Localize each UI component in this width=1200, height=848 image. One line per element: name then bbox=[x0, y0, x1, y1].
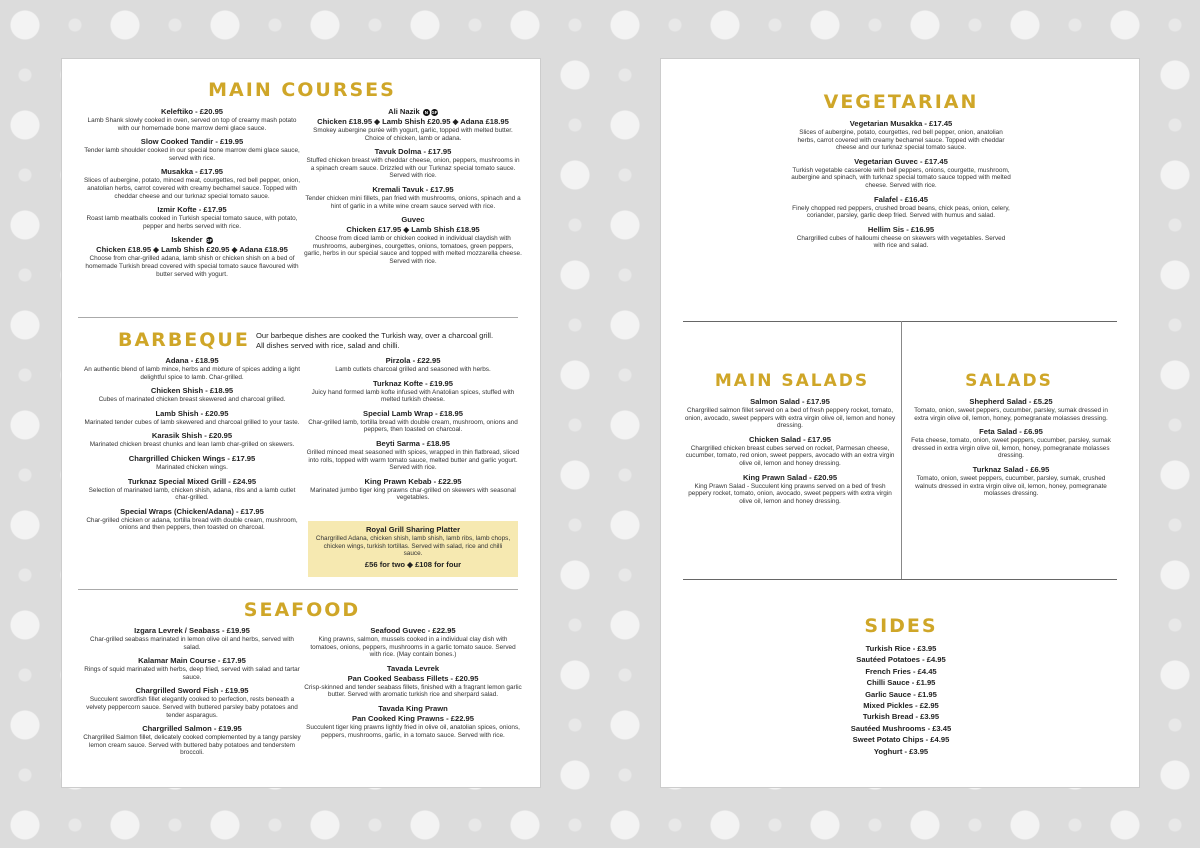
section-divider bbox=[683, 321, 1117, 322]
menu-item-special-wraps bbox=[82, 507, 302, 532]
salads-heading: SALADS bbox=[965, 371, 1053, 391]
item-name: Chargrilled Chicken Wings - £17.95 bbox=[128, 453, 256, 463]
item-desc: An authentic blend of lamb mince, herbs and mixture of spices adding a light delightful spice to lamb. Char-grilled. bbox=[84, 366, 300, 381]
menu-item-seafood-guvec bbox=[304, 626, 522, 659]
menu-item-tandir bbox=[82, 137, 302, 162]
item-desc: Tender lamb shoulder cooked in our special bone marrow demi glace sauce, served with rice. bbox=[84, 147, 300, 162]
platter-desc: Chargrilled Adana, chicken shish, lamb shish, lamb ribs, lamb chops, chicken wings, turkish tortillas. Served with salad, rice and chilli sauce. bbox=[315, 535, 511, 558]
item-name bbox=[304, 107, 522, 117]
item-name: Seafood Guvec - £22.95 bbox=[370, 626, 456, 635]
item-desc: Turkish vegetable casserole with bell peppers, onions, courgette, mushroom, aubergine and spinach, with turknaz special tomato sauce topped with melted cheese. Served with rice. bbox=[791, 166, 1011, 189]
menu-item-king-prawn-salad bbox=[683, 473, 897, 506]
side-item: Chilli Sauce - £1.95 bbox=[866, 678, 936, 688]
item-desc: Marinated chicken breast chunks and lean lamb char-grilled on skewers. bbox=[89, 441, 295, 449]
item-name: Chicken Salad - £17.95 bbox=[749, 434, 831, 444]
item-desc: Char-grilled chicken or adana, tortilla bread with double cream, mushroom, onions and then peppers, then toasted on charcoal. bbox=[86, 516, 298, 532]
item-name: Guvec bbox=[401, 215, 425, 225]
item-desc: Chargrilled cubes of halloumi cheese on skewers with vegetables. Served with rice and salad. bbox=[796, 234, 1006, 250]
item-name: Salmon Salad - £17.95 bbox=[750, 397, 830, 406]
main-courses-heading: MAIN COURSES bbox=[208, 79, 396, 101]
item-desc: Chargrilled Salmon fillet, delicately cooked complemented by a tangy parsley lemon cream sauce. Served with buttered baby potatoes and tenderstem broccoli. bbox=[83, 734, 301, 757]
menu-item-chicken-wings bbox=[82, 454, 302, 472]
item-desc: Roast lamb meatballs cooked in Turkish special tomato sauce, with potato, pepper and herbs served with rice. bbox=[86, 215, 298, 230]
seafood-heading: SEAFOOD bbox=[243, 599, 361, 621]
item-name: Special Lamb Wrap - £18.95 bbox=[363, 408, 463, 418]
menu-item-karasik-shish bbox=[82, 431, 302, 449]
item-desc: Feta cheese, tomato, onion, sweet peppers, cucumber, parsley, sumak dressed in extra virgin olive oil, lemon, honey, pomegranate molasses dressing. bbox=[911, 437, 1111, 460]
sides-list bbox=[661, 643, 1141, 757]
item-name-text: Ali Nazik bbox=[388, 107, 420, 116]
item-name: Izgara Levrek / Seabass - £19.95 bbox=[134, 626, 250, 635]
item-name-text: Iskender bbox=[171, 235, 203, 245]
item-name: Tavuk Dolma - £17.95 bbox=[374, 147, 452, 157]
menu-item-turknaz-salad bbox=[907, 465, 1115, 498]
item-desc: Chargrilled chicken breast cubes served on rocket, Parmesan cheese, cucumber, tomato, red onion, sweet peppers, avocado with an extra virgin olive oil, lemon and honey dressing. bbox=[685, 444, 895, 467]
menu-page-left bbox=[61, 58, 541, 788]
menu-item-ali-nazik bbox=[304, 107, 522, 142]
barbeque-heading: BARBEQUE bbox=[118, 329, 250, 351]
item-desc: Char-grilled lamb, tortilla bread with double cream, mushroom, onions and peppers, then toasted on charcoal. bbox=[308, 418, 518, 434]
item-desc: Lamb Shank slowly cooked in oven, served on top of creamy mash potato with our homemade bone marrow demi glace sauce. bbox=[87, 117, 297, 132]
item-desc: Succulent swordfish fillet elegantly cooked to perfection, rests beneath a velvety peppercorn sauce. Served with buttered parsley baby potatoes and tender asparagus. bbox=[86, 696, 298, 719]
item-desc: Lamb cutlets charcoal grilled and seasoned with herbs. bbox=[335, 366, 491, 373]
nuts-icon: N bbox=[424, 109, 429, 115]
menu-item-hellim-sis bbox=[791, 225, 1011, 250]
menu-item-keleftiko bbox=[82, 107, 302, 132]
item-desc: King Prawn Salad - Succulent king prawns served on a bed of fresh peppery rocket, tomato, onion, avocado, sweet peppers with extra virgin olive oil, lemon and honey dressing. bbox=[688, 482, 892, 505]
item-name: Turknaz Salad - £6.95 bbox=[972, 464, 1050, 474]
item-desc: Tomato, onion, sweet peppers, cucumber, parsley, sumak, crushed walnuts dressed in extra virgin olive oil, lemon, honey, pomegranate molasses dressing. bbox=[915, 474, 1107, 498]
section-divider bbox=[78, 317, 518, 318]
barbeque-intro: Our barbeque dishes are cooked the Turkish way, over a charcoal grill. All dishes served with rice, salad and chilli. bbox=[256, 331, 494, 350]
menu-item-adana bbox=[82, 356, 302, 381]
item-price: Chicken £18.95 ◆ Lamb Shish £20.95 ◆ Adana £18.95 bbox=[96, 245, 288, 255]
side-item: French Fries - £4.45 bbox=[865, 666, 937, 676]
item-desc: Char-grilled seabass marinated in lemon olive oil and herbs, served with salad. bbox=[90, 636, 294, 651]
section-divider bbox=[683, 579, 1117, 580]
side-item: Sautéed Potatoes - £4.95 bbox=[856, 655, 946, 665]
gluten-free-icon: GF bbox=[206, 237, 213, 243]
sides-heading: SIDES bbox=[864, 615, 938, 637]
menu-item-lamb-shish bbox=[82, 409, 302, 427]
item-name bbox=[82, 235, 302, 245]
column-divider bbox=[901, 321, 902, 579]
item-desc: Juicy hand formed lamb kofte infused with Anatolian spices, stuffed with melted turkish cheese. bbox=[311, 388, 515, 404]
item-desc: Rings of squid marinated with herbs, deep fried, served with salad and tartar sauce. bbox=[84, 666, 300, 681]
barbeque-right-column bbox=[304, 356, 522, 507]
item-name: Tavada King Prawn bbox=[378, 703, 448, 713]
barbeque-left-column bbox=[82, 356, 302, 537]
item-desc: Finely chopped red peppers, crushed broad beans, chick peas, onion, celery, coriander, parsley, garlic deep fried. Served with humus and salad. bbox=[792, 204, 1010, 220]
item-name: Vegetarian Guvec - £17.45 bbox=[854, 156, 948, 166]
menu-item-chicken-salad bbox=[683, 435, 897, 468]
sharing-platter-box bbox=[308, 521, 518, 577]
item-name: Falafel - £16.45 bbox=[873, 194, 929, 204]
item-name: Tavada Levrek bbox=[386, 663, 440, 673]
item-desc: Marinated tender cubes of lamb skewered and charcoal grilled to your taste. bbox=[84, 418, 300, 426]
salads-column bbox=[907, 397, 1115, 503]
item-desc: Selection of marinated lamb, chicken shish, adana, ribs and a lamb cutlet char-grilled. bbox=[88, 486, 296, 502]
item-name: Kalamar Main Course - £17.95 bbox=[138, 656, 246, 666]
platter-price: £56 for two ◆ £108 for four bbox=[364, 559, 462, 569]
item-desc: Stuffed chicken breast with cheddar cheese, onion, peppers, mushrooms in a spinach cream sauce. Drizzled with our Turknaz special tomato sauce. Served with rice. bbox=[306, 157, 520, 180]
menu-item-salmon-salad bbox=[683, 397, 897, 430]
main-salads-heading: MAIN SALADS bbox=[714, 371, 870, 391]
menu-item-sword-fish bbox=[82, 686, 302, 719]
item-name: Chargrilled Salmon - £19.95 bbox=[142, 724, 242, 734]
item-name: King Prawn Salad - £20.95 bbox=[742, 472, 838, 482]
item-price: Pan Cooked Seabass Fillets - £20.95 bbox=[347, 673, 479, 683]
main-courses-right-column bbox=[304, 107, 522, 271]
menu-item-pirzola bbox=[304, 356, 522, 374]
item-name: Kremali Tavuk - £17.95 bbox=[372, 184, 454, 194]
item-price: Chicken £17.95 ◆ Lamb Shish £18.95 bbox=[346, 225, 480, 235]
item-desc: Tender chicken mini fillets, pan fried with mushrooms, onions, spinach and a hint of garlic in a white wine cream sauce served with rice. bbox=[305, 194, 521, 210]
platter-name: Royal Grill Sharing Platter bbox=[365, 525, 461, 534]
item-name: Turknaz Kofte - £19.95 bbox=[372, 378, 454, 388]
item-desc: Marinated chicken wings. bbox=[156, 463, 228, 471]
vegetarian-column bbox=[791, 119, 1011, 255]
menu-item-veg-musakka bbox=[791, 119, 1011, 152]
item-name: Izmir Kofte - £17.95 bbox=[157, 205, 227, 215]
menu-item-guvec bbox=[304, 215, 522, 265]
menu-item-beyti-sarma bbox=[304, 439, 522, 472]
menu-item-izmir-kofte bbox=[82, 205, 302, 230]
side-item: Turkish Bread - £3.95 bbox=[862, 712, 940, 722]
menu-item-special-lamb-wrap bbox=[304, 409, 522, 434]
menu-item-veg-guvec bbox=[791, 157, 1011, 190]
item-name: Turknaz Special Mixed Grill - £24.95 bbox=[127, 476, 257, 486]
menu-item-musakka bbox=[82, 167, 302, 200]
menu-item-chicken-shish bbox=[82, 386, 302, 404]
menu-item-iskender bbox=[82, 235, 302, 278]
item-desc: Marinated jumbo tiger king prawns char-grilled on skewers with seasonal vegetables. bbox=[310, 486, 516, 502]
menu-page-right bbox=[660, 58, 1140, 788]
item-name: Slow Cooked Tandir - £19.95 bbox=[140, 137, 244, 147]
menu-item-tavuk-dolma bbox=[304, 147, 522, 180]
seafood-left-column bbox=[82, 626, 302, 762]
item-name: Karasik Shish - £20.95 bbox=[151, 431, 233, 441]
item-name: King Prawn Kebab - £22.95 bbox=[364, 476, 462, 486]
item-price: Pan Cooked King Prawns - £22.95 bbox=[352, 713, 474, 723]
menu-item-mixed-grill bbox=[82, 477, 302, 502]
item-name: Vegetarian Musakka - £17.45 bbox=[849, 119, 953, 128]
gluten-free-icon: GF bbox=[431, 109, 438, 115]
item-name: Chicken Shish - £18.95 bbox=[150, 386, 234, 396]
menu-item-falafel bbox=[791, 195, 1011, 220]
section-divider bbox=[78, 589, 518, 590]
item-name: Hellim Sis - £16.95 bbox=[867, 224, 935, 234]
item-name: Feta Salad - £6.95 bbox=[979, 427, 1043, 437]
item-name: Special Wraps (Chicken/Adana) - £17.95 bbox=[120, 506, 264, 516]
item-desc: King prawns, salmon, mussels cooked in a individual clay dish with tomatoes, onions, peppers, mushrooms in a garlic tomato sauce. Served with rice. (May contain bones.) bbox=[310, 636, 516, 659]
menu-item-tavada-levrek bbox=[304, 664, 522, 699]
item-desc: Chargrilled salmon fillet served on a bed of fresh peppery rocket, tomato, onion, avocado, sweet peppers with extra virgin olive oil, lemon and honey dressing. bbox=[684, 407, 896, 430]
menu-item-chargrilled-salmon bbox=[82, 724, 302, 757]
side-item: Yoghurt - £3.95 bbox=[873, 746, 929, 756]
item-name: Beyti Sarma - £18.95 bbox=[376, 438, 450, 448]
item-name: Chargrilled Sword Fish - £19.95 bbox=[135, 686, 249, 696]
menu-item-kalamar bbox=[82, 656, 302, 681]
menu-item-turknaz-kofte bbox=[304, 379, 522, 404]
side-item: Turkish Rice - £3.95 bbox=[865, 644, 937, 653]
main-courses-left-column bbox=[82, 107, 302, 283]
item-desc: Grilled minced meat seasoned with spices, wrapped in thin flatbread, sliced into rolls, topped with warm tomato sauce, melted butter and garlic yogurt. Served with rice. bbox=[306, 448, 520, 472]
main-salads-column bbox=[683, 397, 897, 510]
item-desc: Crisp-skinned and tender seabass fillets, finished with a fragrant lemon garlic butter. Served with aromatic turkish rice and sherpard salad. bbox=[304, 683, 522, 699]
item-name: Shepherd Salad - £5.25 bbox=[969, 397, 1053, 406]
item-name-text: Musakka - £17.95 bbox=[160, 167, 224, 177]
item-name: Pirzola - £22.95 bbox=[385, 356, 441, 365]
side-item: Mixed Pickles - £2.95 bbox=[863, 701, 939, 711]
item-name: Adana - £18.95 bbox=[165, 356, 219, 365]
menu-item-seabass bbox=[82, 626, 302, 651]
item-desc: Choose from diced lamb or chicken cooked in individual claydish with mushrooms, aubergines, courgettes, onions, tomatoes, green peppers, garlic, herbs in our special sauce and topped with melted mozzarella cheese. Served with rice. bbox=[304, 235, 522, 265]
item-desc: Succulent tiger king prawns lightly fried in olive oil, anatolian spices, onions, peppers, mushrooms, garlic, in a tomato sauce. Served with rice. bbox=[306, 723, 520, 739]
seafood-right-column bbox=[304, 626, 522, 744]
menu-item-kremali-tavuk bbox=[304, 185, 522, 210]
vegetarian-heading: VEGETARIAN bbox=[823, 91, 979, 113]
side-item: Sautéed Mushrooms - £3.45 bbox=[850, 723, 952, 733]
item-desc: Choose from char-grilled adana, lamb shish or chicken shish on a bed of homemade Turkish bread covered with special tomato sauce flavoured with butter served with yogurt. bbox=[85, 255, 299, 278]
item-desc: Slices of aubergine, potato, courgettes, red bell pepper, onion, anatolian herbs, carrot covered with creamy bechamel sauce. Topped with cheddar cheese and our turknaz special tomato sauce. bbox=[797, 129, 1005, 152]
item-desc: Slices of aubergine, potato, minced meat, courgettes, red bell pepper, onion, anatolian herbs, carrot covered with creamy bechamel sauce. Topped with cheddar cheese and our turknaz special tomato sauce. bbox=[84, 177, 300, 200]
item-name: Keleftiko - £20.95 bbox=[160, 107, 224, 116]
menu-item-king-prawn-kebab bbox=[304, 477, 522, 502]
side-item: Garlic Sauce - £1.95 bbox=[865, 689, 937, 699]
menu-item-shepherd-salad bbox=[907, 397, 1115, 422]
item-desc: Cubes of marinated chicken breast skewered and charcoal grilled. bbox=[98, 396, 286, 404]
item-name: Lamb Shish - £20.95 bbox=[155, 408, 229, 418]
item-price: Chicken £18.95 ◆ Lamb Shish £20.95 ◆ Adana £18.95 bbox=[317, 117, 509, 126]
menu-item-tavada-king-prawn bbox=[304, 704, 522, 739]
item-desc: Smokey aubergine purée with yogurt, garlic, topped with melted butter. Choice of chicken, lamb or adana. bbox=[313, 127, 513, 142]
item-desc: Tomato, onion, sweet peppers, cucumber, parsley, sumak dressed in extra virgin olive oil, lemon, honey, pomegranate molasses dressing. bbox=[914, 407, 1108, 422]
side-item: Sweet Potato Chips - £4.95 bbox=[852, 735, 950, 745]
item-name bbox=[82, 167, 302, 177]
menu-item-feta-salad bbox=[907, 427, 1115, 460]
